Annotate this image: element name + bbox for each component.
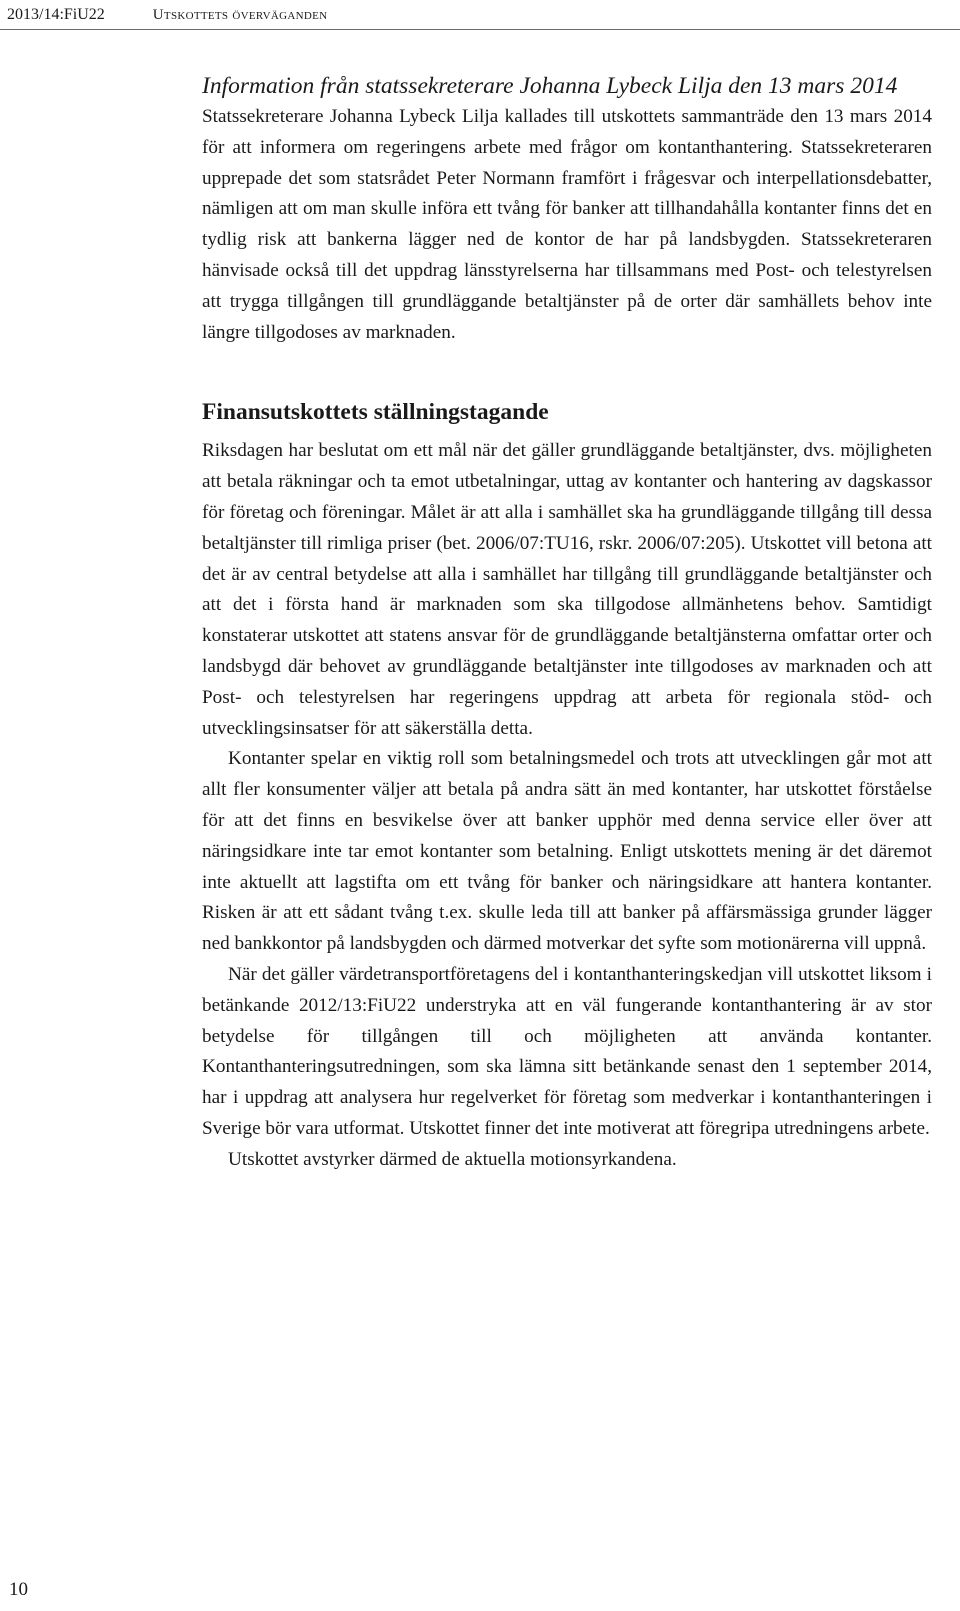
- position-paragraph-4: Utskottet avstyrker därmed de aktuella motionsyrkandena.: [228, 1148, 677, 1170]
- position-paragraph-2: Kontanter spelar en viktig roll som betalningsmedel och trots att utvecklingen går mot att allt fler konsumenter väljer att betala på andra sätt än med kontanter, har utskottet förståelse för att det finns en besvikelse över att banker upphör med denna service eller över att näringsidkare inte tar emot kontanter som betalning. Enligt utskottets mening är det däremot inte aktuellt att lagstifta om ett tvång för banker och näringsidkare att hantera kontanter. Risken är att ett sådant tvång t.ex. skulle leda till att banker på affärsmässiga grunder lägger ned bankkontor på landsbygden och därmed motverkar det syfte som motionärerna vill uppnå.: [202, 748, 932, 955]
- page-number: 10: [9, 1579, 28, 1600]
- running-section-title: Utskottets överväganden: [152, 7, 328, 23]
- position-paragraph-3: När det gäller värdetransportföretagens del i kontanthanteringskedjan vill utskottet liksom i betänkande 2012/13:FiU22 understryka att en väl fungerande kontanthantering är av stor betydelse för tillgången till och möjligheten att använda kontanter. Kontanthanteringsutredningen, som ska lämna sitt betänkande senast den 1 september 2014, har i uppdrag att analysera hur regelverket för företag som medverkar i kontanthanteringen i Sverige bör vara utformat. Utskottet finner det inte motiverat att föregripa utredningens arbete.: [202, 963, 932, 1139]
- running-header: [7, 5, 327, 25]
- header-divider: [0, 29, 960, 30]
- document-id: 2013/14:FiU22: [7, 6, 105, 23]
- position-paragraph-1: Riksdagen har beslutat om ett mål när det gäller grundläggande betaltjänster, dvs. möjligheten att betala räkningar och ta emot utbetalningar, uttag av kontanter och hantering av dagskassor för företag och föreningar. Målet är att alla i samhället ska ha grundläggande tillgång till dessa betaltjänster till rimliga priser (bet. 2006/07:TU16, rskr. 2006/07:205). Utskottet vill betona att det är av central betydelse att alla i samhället har tillgång till grundläggande betaltjänster och att det i första hand är marknaden som ska tillgodose allmänhetens behov. Samtidigt konstaterar utskottet att statens ansvar för de grundläggande betaltjänsterna omfattar orter och landsbygd där behovet av grundläggande betaltjänster inte tillgodoses av marknaden och att Post- och telestyrelsen har regeringens uppdrag att arbeta för regionala stöd- och utvecklingsinsatser för att säkerställa detta.: [202, 440, 932, 739]
- information-heading: Information från statssekreterare Johanna Lybeck Lilja den 13 mars 2014: [202, 73, 898, 99]
- information-paragraph: Statssekreterare Johanna Lybeck Lilja kallades till utskottets sammanträde den 13 mars 2014 för att informera om regeringens arbete med frågor om kontanthantering. Statssekreteraren upprepade det som statsrådet Peter Normann framfört i frågesvar och interpellationsdebatter, nämligen att om man skulle införa ett tvång för banker att tillhandahålla kontanter finns det en tydlig risk att bankerna lägger ned de kontor de har på landsbygden. Statssekreteraren hänvisade också till det uppdrag länsstyrelserna har tillsammans med Post- och telestyrelsen att trygga tillgången till grundläggande betaltjänster på de orter där samhällets behov inte längre tillgodoses av marknaden.: [202, 106, 932, 343]
- committee-position-heading: Finansutskottets ställningstagande: [202, 399, 549, 426]
- page-body: [202, 72, 932, 1176]
